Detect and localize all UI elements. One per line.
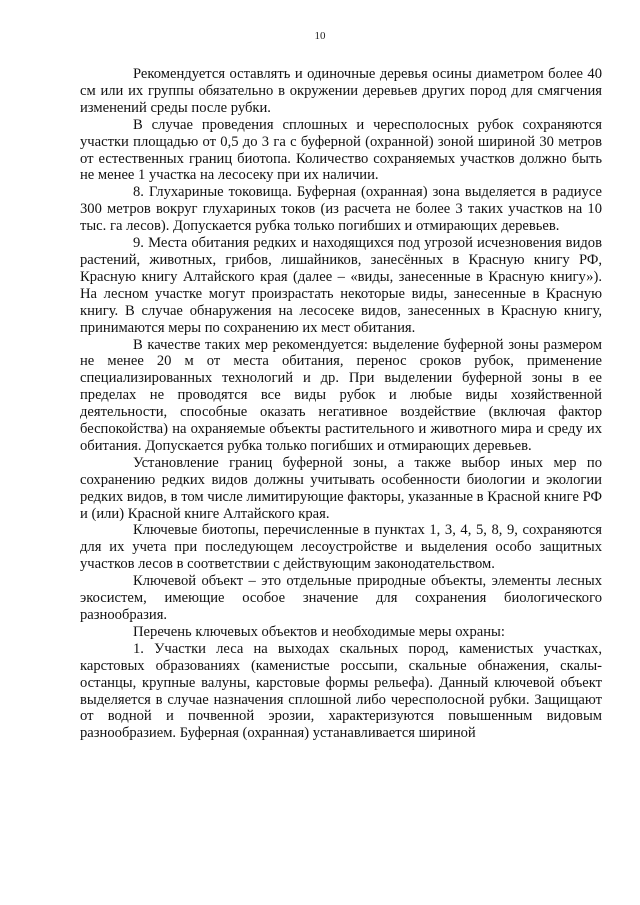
paragraph-aspen-trees: Рекомендуется оставлять и одиночные деревья осины диаметром более 40 см или их группы обязательно в окружении деревьев других пород для смягчения изменений среды после рубки. <box>80 66 602 116</box>
paragraph-clearcut-plots: В случае проведения сплошных и чересполосных рубок сохраняются участки площадью от 0,5 до 3 га с буферной (охранной) зоной шириной 30 метров от естественных границ биотопа. Количество сохраняемых участков должно быть не менее 1 участка на лесосеку при их наличии. <box>80 116 602 184</box>
paragraph-rock-outcrops: 1. Участки леса на выходах скальных пород, каменистых участках, карстовых образованиях (каменистые россыпи, скальные обнажения, скалы-останцы, крупные валуны, карстовые формы рельефа). Данный ключевой объект выделяется в случае назначения сплошной либо чересполосной рубки. Защищают от водной и почвенной эрозии, характеризуются повышенным видовым разнообразием. Буферная (охранная) устанавливается шириной <box>80 640 602 742</box>
page-number: 10 <box>314 30 326 42</box>
paragraph-protection-measures: В качестве таких мер рекомендуется: выделение буферной зоны размером не менее 20 м от места обитания, перенос сроков рубок, применение специализированных технологий и др. При выделении буферной зоны в ее пределах не проводятся все виды рубок и любые виды хозяйственной деятельности, способные оказать негативное воздействие (включая фактор беспокойства) на охраняемые объекты растительного и животного мира и среду их обитания. Допускается рубка только погибших и отмирающих деревьев. <box>80 336 602 454</box>
paragraph-key-biotopes: Ключевые биотопы, перечисленные в пунктах 1, 3, 4, 5, 8, 9, сохраняются для их учета при последующем лесоустройстве и выделения особо защитных участков лесов в соответствии с действующим законодательством. <box>80 522 602 573</box>
paragraph-grouse-leks: 8. Глухариные токовища. Буферная (охранная) зона выделяется в радиусе 300 метров вокруг глухариных токов (из расчета не более 3 таких участков на 10 тыс. га лесов). Допускается рубка только погибших и отмирающих деревьев. <box>80 184 602 235</box>
paragraph-key-object-definition: Ключевой объект – это отдельные природные объекты, элементы лесных экосистем, имеющие особое значение для сохранения биологического разнообразия. <box>80 573 602 623</box>
document-body <box>80 66 602 742</box>
paragraph-key-objects-list-heading: Перечень ключевых объектов и необходимые меры охраны: <box>133 623 505 640</box>
paragraph-red-book-habitats: 9. Места обитания редких и находящихся под угрозой исчезновения видов растений, животных, грибов, лишайников, занесённых в Красную книгу РФ, Красную книгу Алтайского края (далее – «виды, занесенные в Красную книгу»). На лесном участке могут произрастать некоторые виды, занесенные в Красную книгу. В случае обнаружения на лесосеке видов, занесенных в Красную книгу, принимаются меры по сохранению их мест обитания. <box>80 235 602 336</box>
paragraph-buffer-zone-boundaries: Установление границ буферной зоны, а также выбор иных мер по сохранению редких видов должны учитывать особенности биологии и экологии редких видов, в том числе лимитирующие факторы, указанные в Красной книге РФ и (или) Красной книге Алтайского края. <box>80 454 602 522</box>
